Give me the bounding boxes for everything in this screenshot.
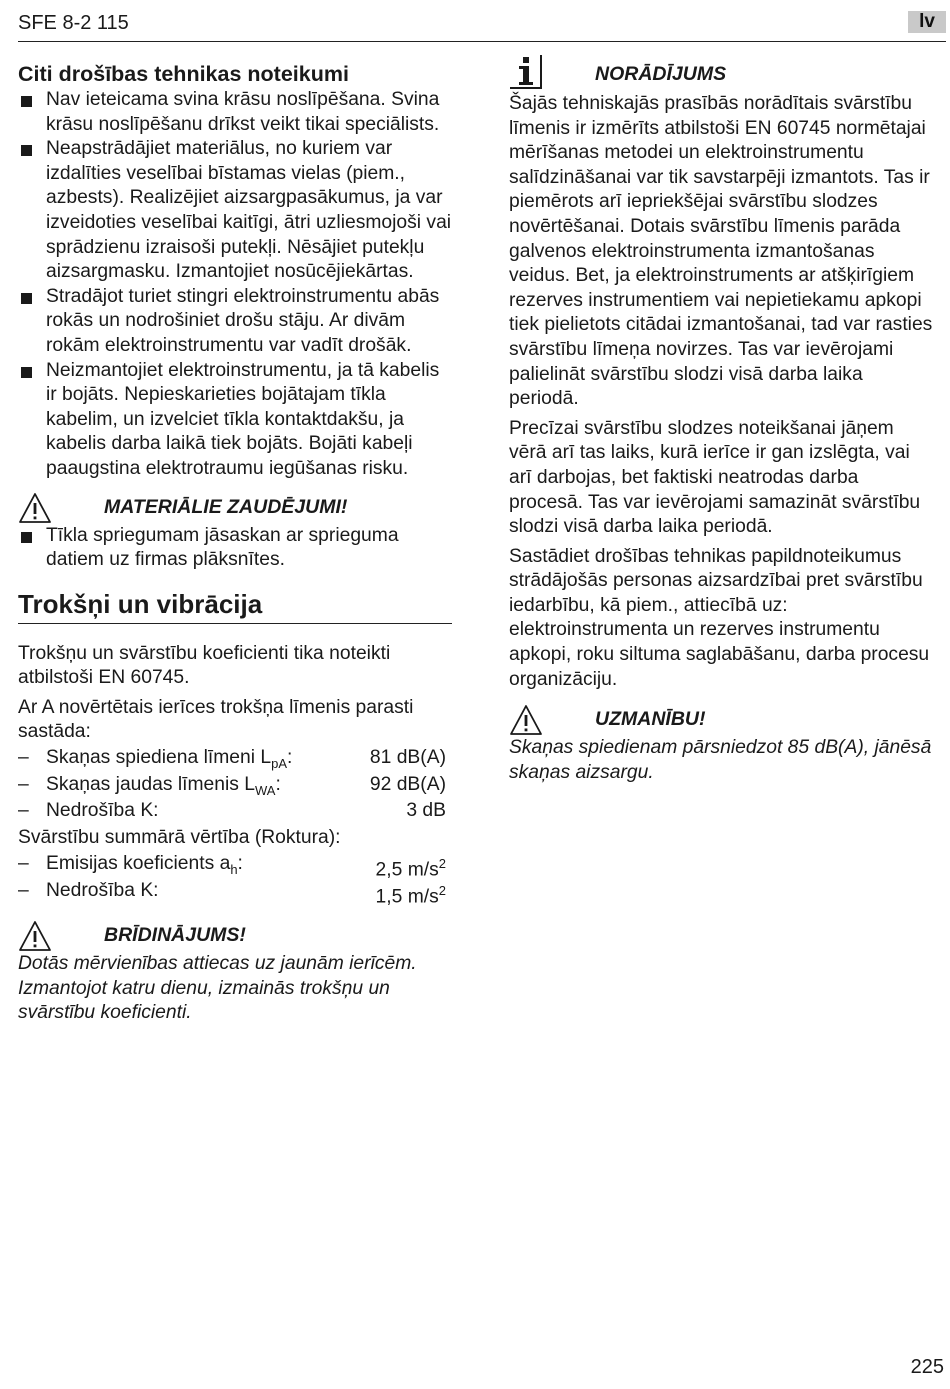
note-paragraph: Sastādiet drošības tehnikas papildnoteikumus strādājošās personas aizsardzībai pret svārstību iedarbību, kā piem., attiecībā uz: elektroinstrumenta un rezerves instrumentu apkopi, roku siltuma saglabāšanu, darba procesu organizāciju. — [509, 545, 930, 690]
spec-row-ah: – Emisijas koeficients $a_h$: 2,5 $m/s^2$ — [18, 851, 452, 878]
material-damage-title: MATERIĀLIE ZAUDĒJUMI! — [104, 495, 348, 518]
spec-row-k1: – Nedrošība K: 3 dB — [18, 798, 452, 825]
warning-text: Dotās mērvienības attiecas uz jaunām ierīcēm. Izmantojot katru dienu, izmainās trokšņu un svārstību koeficienti. — [18, 953, 417, 1024]
bullet-square-icon — [21, 145, 32, 156]
note-title: NORĀDĪJUMS — [595, 63, 727, 85]
note-notice — [509, 54, 935, 92]
vibration-label: Svārstību summārā vērtība (Roktura): — [18, 826, 341, 848]
warning-triangle-icon — [18, 920, 52, 952]
spec-row-lwa: – Skaņas jaudas līmenis $L_{WA}$: 92 dB(A) — [18, 773, 446, 798]
noise-paragraph: Trokšņu un svārstību koeficienti tika noteikti atbilstoši EN 60745. — [18, 642, 391, 689]
page-number: 225 — [910, 1356, 944, 1378]
spec-value: 2,5 $m/s^2$ — [375, 856, 446, 881]
caution-title: UZMANĪBU! — [595, 708, 706, 731]
bullet-item: Tīkla spriegumam jāsaskan ar sprieguma datiem uz firmas plāksnītes. — [18, 524, 452, 573]
spec-value: 3 dB — [406, 800, 446, 822]
bullet-square-icon — [21, 367, 32, 378]
warning-triangle-icon — [509, 704, 543, 736]
caution-text: Skaņas spiedienam pārsniedzot 85 dB(A), jānēsā skaņas aizsargu. — [509, 737, 932, 783]
noise-paragraph: Ar A novērtētais ierīces trokšņa līmenis parasti sastāda: — [18, 696, 414, 743]
warning-title: BRĪDINĀJUMS! — [104, 924, 246, 947]
bullet-item: Neizmantojiet elektroinstrumentu, ja tā kabelis ir bojāts. Nepieskarieties bojātajam tīkla kabelim, un izvelciet tīkla kontaktdakšu, ja kabelis darba laikā tiek bojāts. Bojāti kabeļi paaugstina elektrotraumu iegūšanas risku. — [18, 359, 452, 482]
language-badge: lv — [908, 11, 946, 33]
note-paragraph: Šajās tehniskajās prasībās norādītais svārstību līmenis ir izmērīts atbilstoši EN 60745 normētajai mērīšanas metodei un elektroinstrumentu salīdzināšanai var tik savstarpēji izmantots. Tas ir piemērots arī iepriekšējai svārstību slodzes novērtēšanai. Dotais svārstību līmenis parāda galvenos elektroinstrumenta izmantošanas veidus. Bet, ja elektroinstruments ar atšķirīgiem rezerves instrumentiem vai nepietiekamu apkopi tiek pielietots citādai izmantošanai, tad var rasties svārstību līmeņa novirzes. Tas var ievērojami palielināt svārstību slodzi visā darba laika periodā. — [509, 93, 933, 410]
bullet-item: Stradājot turiet stingri elektroinstrumentu abās rokās un nodrošiniet drošu stāju. Ar divām rokām elektroinstrumentu var vadīt drošāk. — [18, 285, 452, 359]
caution-notice — [509, 704, 935, 736]
material-damage-notice — [18, 492, 452, 524]
spec-row-lpa: – Skaņas spiediena līmeni $L_{pA}$: 81 dB(A) — [18, 747, 446, 771]
note-paragraph: Precīzai svārstību slodzes noteikšanai jāņem vērā arī tas laiks, kurā ierīce ir gan izslēgta, vai arī darbojas, bet faktiski neatrodas darba procesā. Tas var ievērojami samazināt svārstību slodzi visā darba laika periodā. — [509, 417, 921, 538]
spec-value: 92 dB(A) — [369, 773, 446, 795]
bullet-item: Neapstrādājiet materiālus, no kuriem var izdalīties veselībai bīstamas vielas (piem., azbests). Realizējiet aizsargpasākumus, ja var izveidoties veselībai kaitīgi, ātri uzliesmojoši vai sprādzienu izraisoši putekļi. Nēsājiet putekļu aizsargmasku. Izmantojiet nosūcējiekārtas. — [18, 137, 452, 285]
right-column — [509, 54, 935, 785]
warning-notice — [18, 920, 452, 952]
bullet-item: Nav ieteicama svina krāsu noslīpēšana. Svina krāsu noslīpēšanu drīkst veikt tikai speciālists. — [18, 88, 452, 137]
model-name: SFE 8-2 115 — [18, 12, 129, 34]
bullet-square-icon — [21, 532, 32, 543]
info-icon — [509, 54, 543, 90]
spec-value: 1,5 $m/s^2$ — [375, 882, 446, 907]
bullet-square-icon — [21, 96, 32, 107]
warning-triangle-icon — [18, 492, 52, 524]
spec-row-k2: – Nedrošība K: 1,5 $m/s^2$ — [18, 878, 452, 905]
page-header — [18, 9, 946, 42]
left-column — [18, 60, 452, 1026]
spec-value: 81 dB(A) — [369, 747, 446, 769]
safety-heading: Citi drošības tehnikas noteikumi — [18, 62, 349, 86]
bullet-square-icon — [21, 293, 32, 304]
noise-vibration-heading: Trokšņi un vibrācija — [18, 587, 452, 624]
